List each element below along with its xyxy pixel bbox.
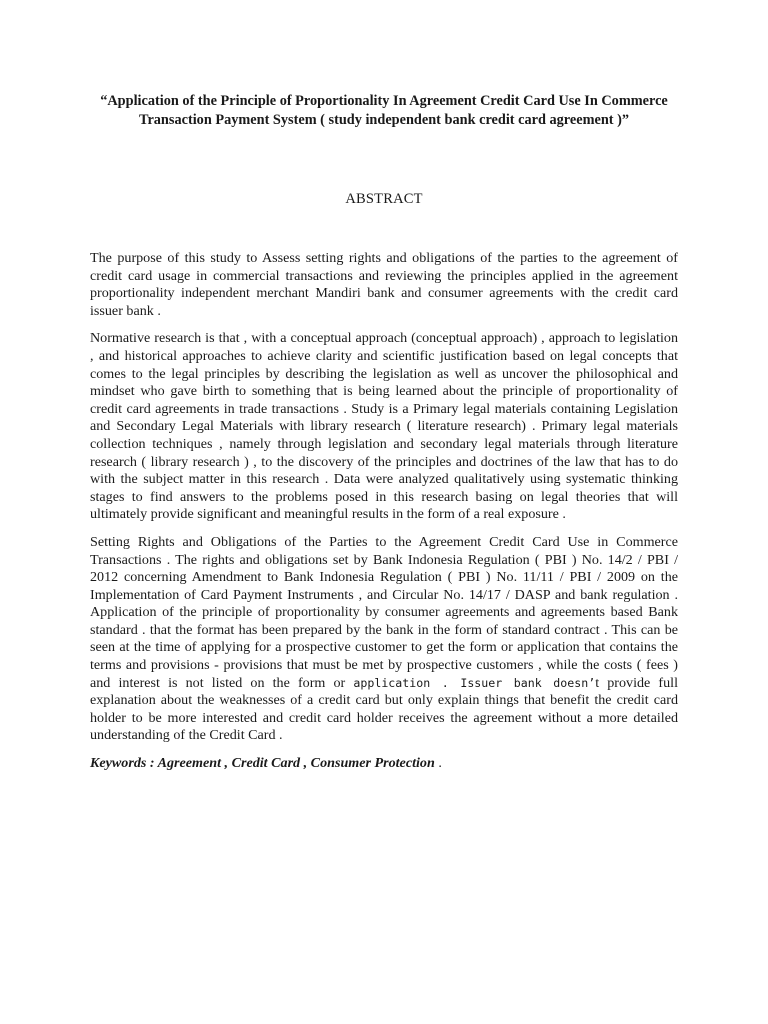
paragraph-results-text-end: t provide full explanation about the weaknesses of a credit card but only explain things that benefit the credit card holder to be more interested and credit card holder receives the agreement without a more detailed understanding of the Credit Card . [90, 674, 678, 744]
keywords-line [90, 755, 678, 773]
paragraph-results-mono-text: application . Issuer bank doesn’ [353, 675, 596, 690]
abstract-heading: ABSTRACT [345, 191, 423, 207]
paper-title: “Application of the Principle of Proportionality In Agreement Credit Card Use In Commerce Transaction Payment System ( study independent bank credit card agreement )” [100, 93, 668, 128]
paragraph-method: Normative research is that , with a conceptual approach (conceptual approach) , approach to legislation , and historical approaches to achieve clarity and scientific justification based on legal concepts that comes to the legal principles by describing the legislation as well as uncover the philosophical and mindset who gave birth to something that is being learned about the principle of proportionality of credit card agreements in trade transactions . Study is a Primary legal materials containing Legislation and Secondary Legal Materials with library research ( literature research) . Primary legal materials collection techniques , namely through legislation and secondary legal materials through literature research ( library research ) , to the discovery of the principles and doctrines of the law that has to do with the subject matter in this research . Data were analyzed qualitatively using systematic thinking stages to find answers to the problems posed in this research basing on legal theories that will ultimately provide significant and meaningful results in the form of a real exposure . [90, 330, 678, 523]
keywords-label: Keywords : Agreement , Credit Card , Consumer Protection [90, 755, 435, 772]
paragraph-purpose: The purpose of this study to Assess setting rights and obligations of the parties to the agreement of credit card usage in commercial transactions and reviewing the principles applied in the agreement proportionality independent merchant Mandiri bank and consumer agreements with the credit card issuer bank . [90, 250, 678, 319]
paragraph-results-text: Setting Rights and Obligations of the Parties to the Agreement Credit Card Use in Commerce Transactions . The rights and obligations set by Bank Indonesia Regulation ( PBI ) No. 14/2 / PBI / 2012 concerning Amendment to Bank Indonesia Regulation ( PBI ) No. 11/11 / PBI / 2009 on the Implementation of Card Payment Instruments , and Circular No. 14/17 / DASP and bank regulation . Application of the principle of proportionality by consumer agreements and agreements based Bank standard . that the format has been prepared by the bank in the form of standard contract . This can be seen at the time of applying for a prospective customer to get the form or application that contains the terms and provisions - provisions that must be met by prospective customers , while the costs ( fees ) and interest is not listed on the form or [90, 533, 678, 691]
keywords-suffix: . [434, 755, 442, 772]
abstract-body [90, 250, 678, 773]
paragraph-results [90, 534, 678, 745]
